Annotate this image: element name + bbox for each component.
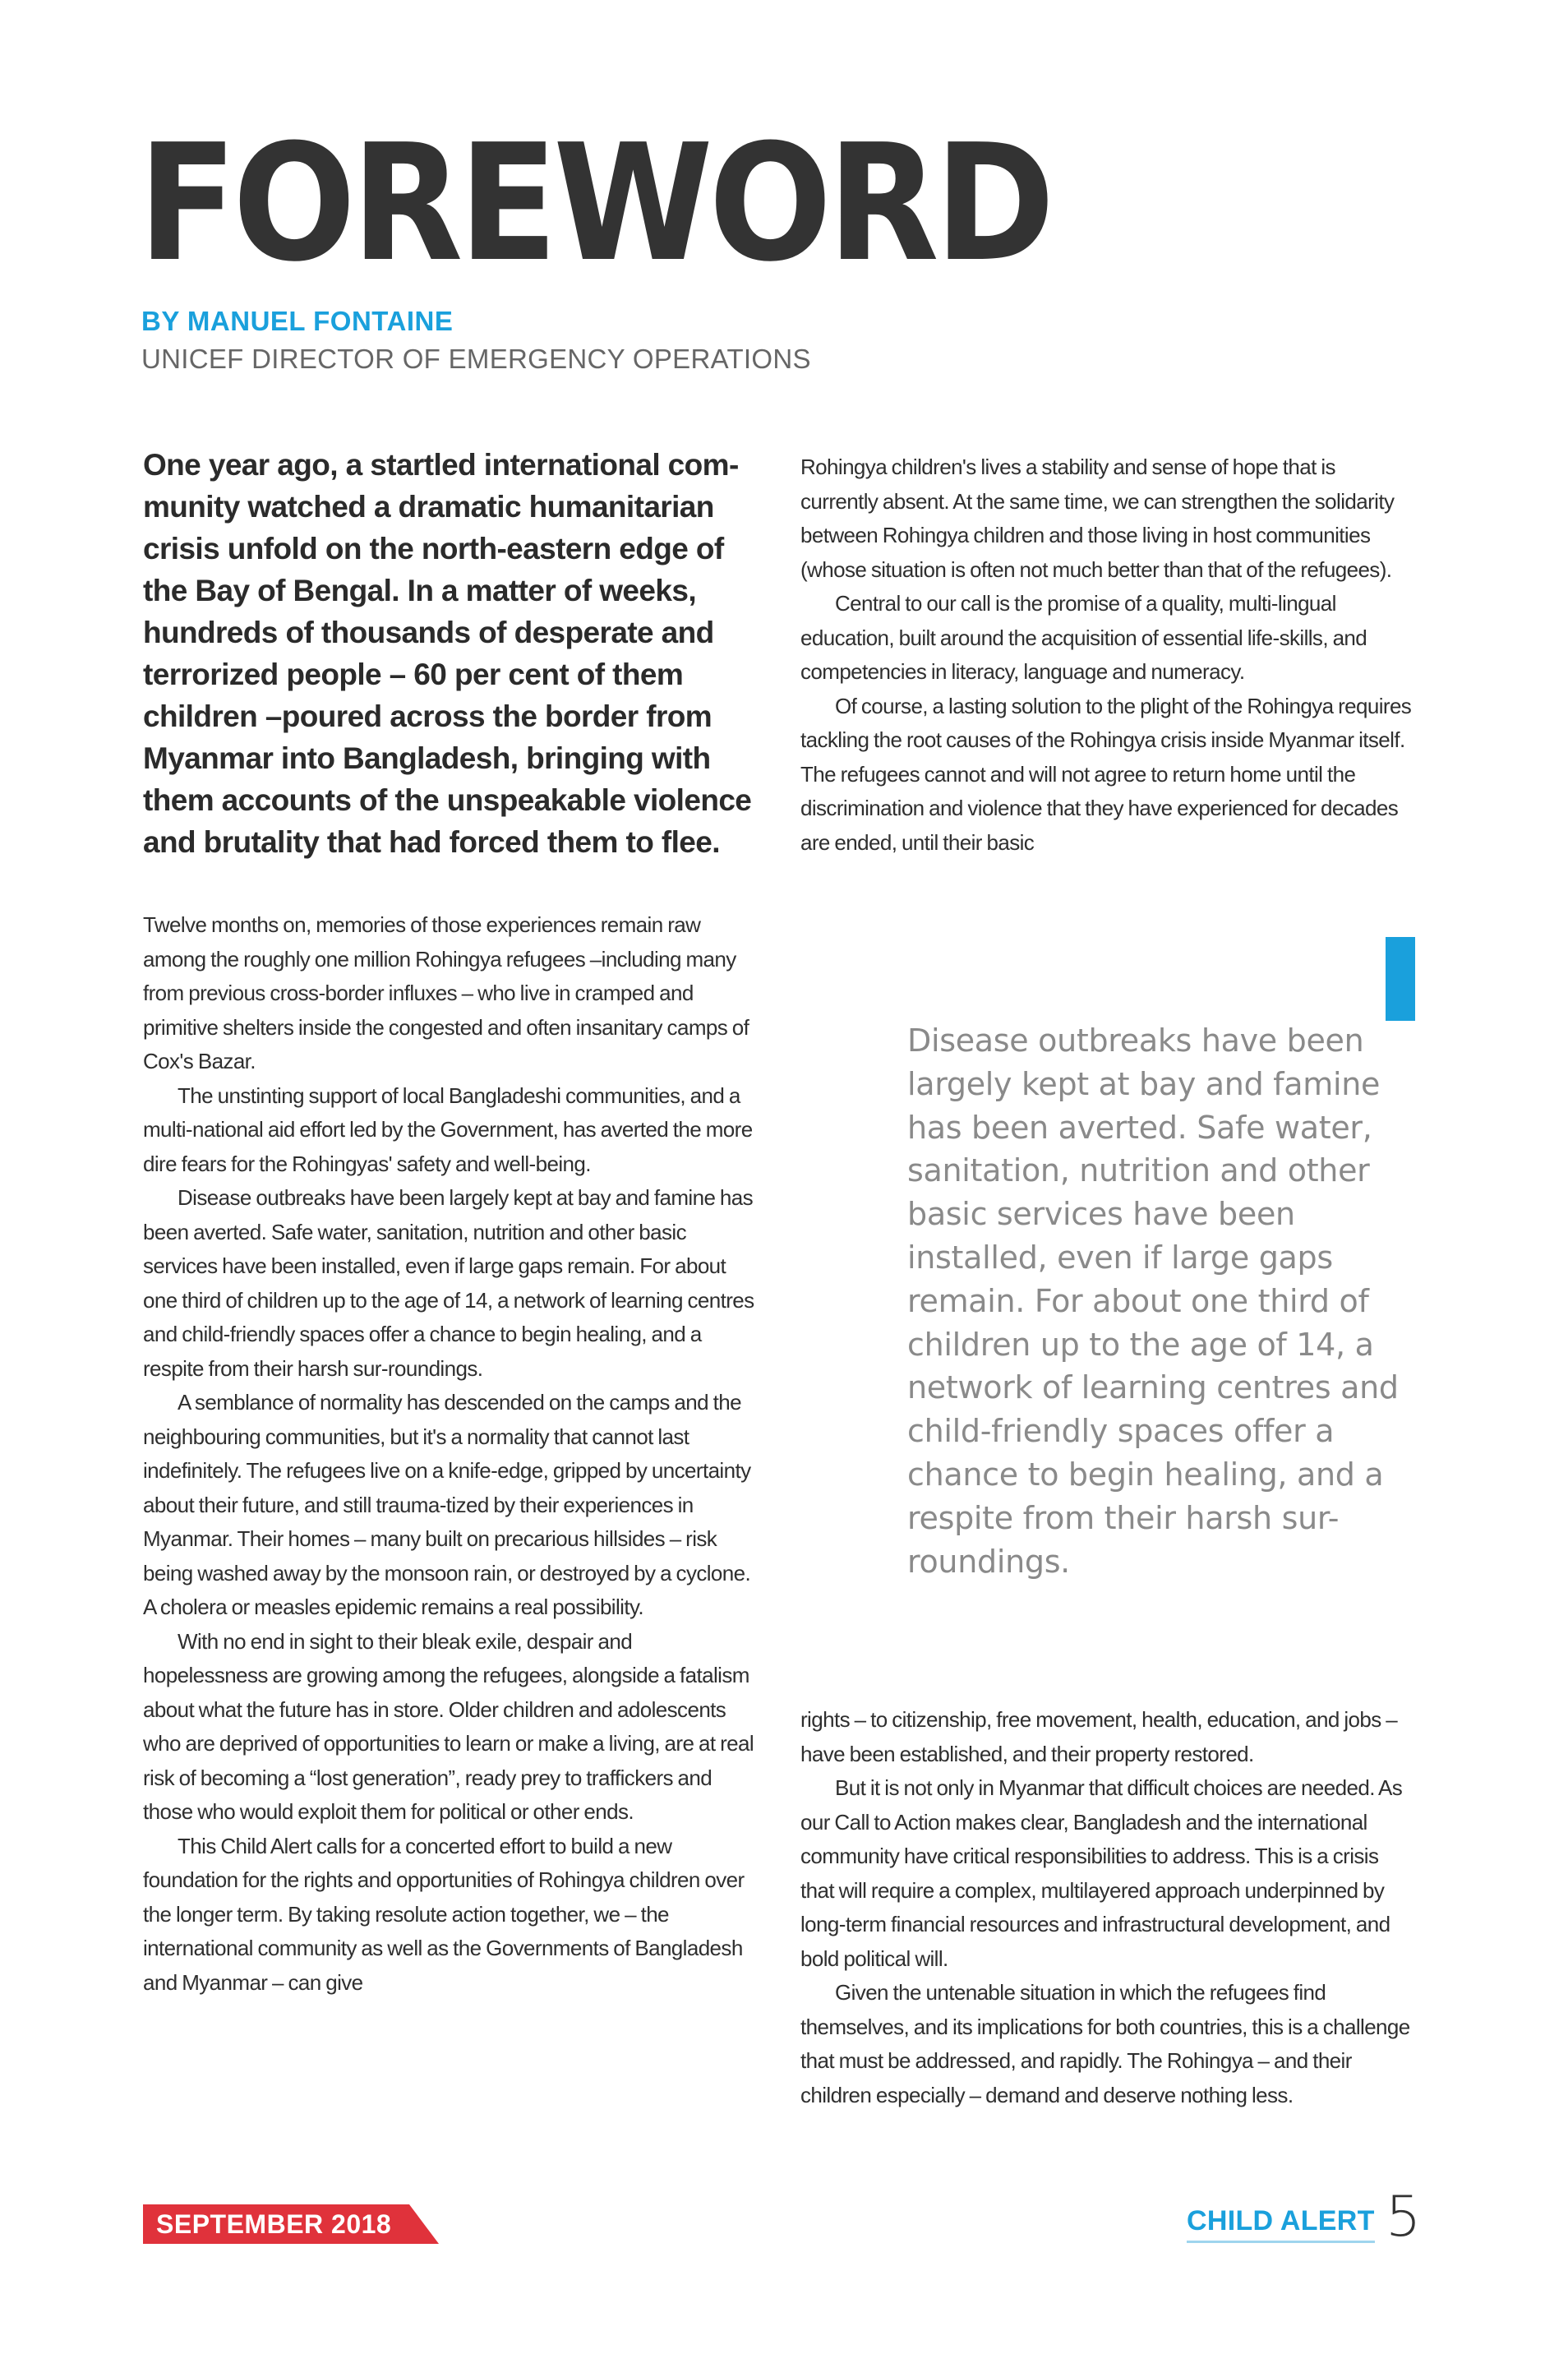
page-title: FOREWORD [138, 110, 1051, 298]
author-byline: BY MANUEL FONTAINE [141, 306, 454, 336]
left-column [143, 908, 759, 2000]
body-paragraph: Of course, a lasting solution to the plight of the Rohingya requires tackling the root causes of the Rohingya crisis inside Myanmar itself. The refugees cannot and will not agree to return home until the discrimination and violence that they have experienced for decades are ended, until their basic [800, 693, 1412, 855]
body-paragraph: Twelve months on, memories of those experiences remain raw among the roughly one million Rohingya refugees –including many from previous cross-border influxes – who live in cramped and primitive shelters inside the congested and often insanitary camps of Cox's Bazar. [143, 912, 749, 1073]
publication-name: CHILD ALERT [1187, 2203, 1375, 2243]
body-paragraph: A semblance of normality has descended on the camps and the neighbouring communities, but it's a normality that cannot last indefinitely. The refugees live on a knife-edge, gripped by uncertainty about their future, and still trauma-tized by their experiences in Myanmar. Their homes – many built on precarious hillsides – risk being washed away by the monsoon rain, or destroyed by a cyclone. A cholera or measles epidemic remains a real possibility. [143, 1390, 751, 1619]
pull-quote: Disease outbreaks have been largely kept at bay and famine has been averted. Safe water, sanitation, nutrition and other basic services have been installed, even if large gaps remain. For about one third of children up to the age of 14, a network of learning centres and child-friendly spaces offer a chance to begin healing, and a respite from their harsh sur-roundings. [907, 1022, 1399, 1580]
body-paragraph: The unstinting support of local Bangladeshi communities, and a multi-national aid effort led by the Government, has averted the more dire fears for the Rohingyas' safety and well-being. [143, 1082, 753, 1176]
body-paragraph: But it is not only in Myanmar that difficult choices are needed. As our Call to Action makes clear, Bangladesh and the international community have critical responsibilities to address. This is a crisis that will require a complex, multilayered approach underpinned by long-term financial resources and infrastructural development, and bold political will. [800, 1775, 1403, 1971]
lead-paragraph: One year ago, a startled international com-munity watched a dramatic humanitarian crisis unfold on the north-eastern edge of the Bay of Bengal. In a matter of weeks, hundreds of thousands of desperate and terrorized people – 60 per cent of them children –poured across the border from Myanmar into Bangladesh, bringing with them accounts of the unspeakable violence and brutality that had forced them to flee. [143, 448, 752, 859]
body-paragraph: rights – to citizenship, free movement, health, education, and jobs – have been established, and their property restored. [800, 1707, 1398, 1766]
body-paragraph: Central to our call is the promise of a quality, multi-lingual education, built around the acquisition of essential life-skills, and competencies in literacy, language and numeracy. [800, 591, 1367, 684]
body-paragraph: Disease outbreaks have been largely kept at bay and famine has been averted. Safe water, sanitation, nutrition and other basic services have been installed, even if large gaps remain. For about one third of children up to the age of 14, a network of learning centres and child-friendly spaces offer a chance to begin healing, and a respite from their harsh sur-roundings. [143, 1185, 754, 1381]
issue-date: SEPTEMBER 2018 [156, 2209, 392, 2239]
page-number: 5 [1386, 2185, 1422, 2250]
body-paragraph: With no end in sight to their bleak exile, despair and hopelessness are growing among the refugees, alongside a fatalism about what the future has in store. Older children and adolescents who are deprived of opportunities to learn or make a living, are at real risk of becoming a “lost generation”, ready prey to traffickers and those who would exploit them for political or other ends. [143, 1628, 754, 1824]
pull-quote-accent-bar [1386, 937, 1415, 1021]
author-role: UNICEF DIRECTOR OF EMERGENCY OPERATIONS [141, 344, 811, 374]
body-paragraph: Given the untenable situation in which the refugees find themselves, and its implications for both countries, this is a challenge that must be addressed, and rapidly. The Rohingya – and their children especially – demand and deserve nothing less. [800, 1980, 1410, 2107]
body-paragraph: This Child Alert calls for a concerted effort to build a new foundation for the rights and opportunities of Rohingya children over the longer term. By taking resolute action together, we – the international community as well as the Governments of Bangladesh and Myanmar – can give [143, 1833, 745, 1995]
body-paragraph: Rohingya children's lives a stability and sense of hope that is currently absent. At the same time, we can strengthen the solidarity between Rohingya children and those living in host communities (whose situation is often not much better than that of the refugees). [800, 455, 1395, 582]
right-column-top [800, 450, 1415, 860]
right-column-bottom [800, 1703, 1415, 2112]
